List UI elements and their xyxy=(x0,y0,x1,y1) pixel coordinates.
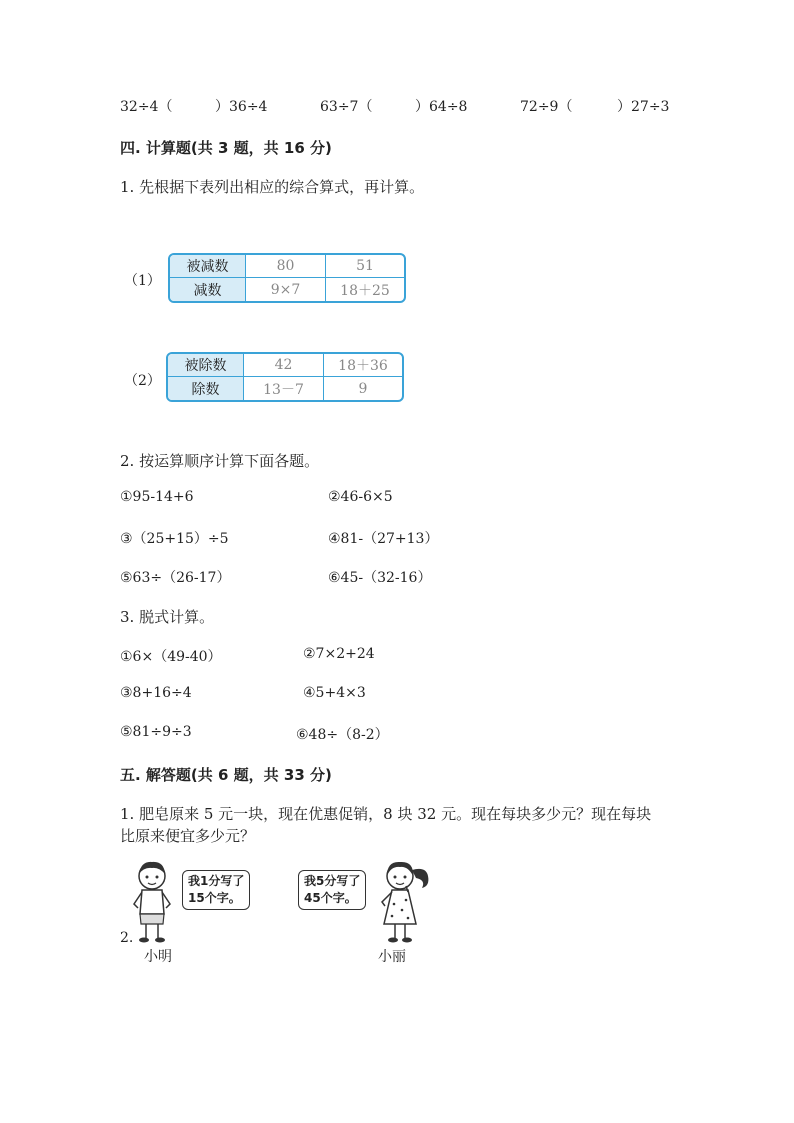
table-2-cell: 42 xyxy=(244,354,324,377)
table-2-label: （2） xyxy=(124,373,161,389)
section-5-title: 五. 解答题(共 6 题，共 33 分) xyxy=(120,766,332,784)
girl-speech-bubble xyxy=(298,870,366,910)
compare-3-right: ）27÷3 xyxy=(617,99,670,115)
q3-item: ⑤81÷9÷3 xyxy=(120,724,192,740)
compare-1-left: 32÷4（ xyxy=(120,99,173,115)
boy-speech-line1: 我1分写了 xyxy=(188,874,245,888)
q3-item: ②7×2+24 xyxy=(303,646,375,662)
boy-illustration xyxy=(128,858,178,946)
q2-item: ①95-14+6 xyxy=(120,489,194,505)
boy-speech-line2: 15个字。 xyxy=(188,891,241,905)
table-division xyxy=(166,352,404,402)
table-1-cell: 51 xyxy=(326,255,404,278)
compare-3-left: 72÷9（ xyxy=(520,99,573,115)
q2-item: ④81-（27+13） xyxy=(328,531,439,547)
boy-speech-bubble xyxy=(182,870,250,910)
q2-item: ⑥45-（32-16） xyxy=(328,570,432,586)
q3-item: ④5+4×3 xyxy=(303,685,366,701)
section-4-title: 四. 计算题(共 3 题，共 16 分) xyxy=(120,139,332,157)
question-4-3: 3. 脱式计算。 xyxy=(120,608,215,626)
girl-illustration xyxy=(376,858,436,946)
table-1-label: （1） xyxy=(124,273,161,289)
compare-1-right: ）36÷4 xyxy=(215,99,268,115)
table-2-header-divisor: 除数 xyxy=(168,377,244,400)
question-5-2-number: 2. xyxy=(120,930,134,946)
girl-speech-line1: 我5分写了 xyxy=(304,874,361,888)
table-1-cell: 18＋25 xyxy=(340,282,390,299)
table-2-cell: 18＋36 xyxy=(324,354,402,377)
girl-name: 小丽 xyxy=(378,949,406,965)
compare-2-right: ）64÷8 xyxy=(415,99,468,115)
q3-item: ③8+16÷4 xyxy=(120,685,192,701)
question-5-1-line1: 1. 肥皂原来 5 元一块，现在优惠促销，8 块 32 元。现在每块多少元？现在每块 xyxy=(120,805,652,823)
q2-item: ⑤63÷（26-17） xyxy=(120,570,231,586)
table-1-cell: 80 xyxy=(246,255,326,278)
table-2-cell: 13－7 xyxy=(244,377,324,400)
question-5-1-line2: 比原来便宜多少元？ xyxy=(120,827,256,845)
q2-item: ③（25+15）÷5 xyxy=(120,531,229,547)
table-1-header-subtrahend: 减数 xyxy=(170,278,246,301)
q3-item: ⑥48÷（8-2） xyxy=(296,727,389,743)
compare-2-left: 63÷7（ xyxy=(320,99,373,115)
question-4-2: 2. 按运算顺序计算下面各题。 xyxy=(120,452,320,470)
girl-speech-line2: 45个字。 xyxy=(304,891,357,905)
table-subtraction xyxy=(168,253,406,303)
q3-item: ①6×（49-40） xyxy=(120,649,222,665)
boy-name: 小明 xyxy=(144,949,172,965)
table-1-cell: 9×7 xyxy=(246,278,326,301)
table-1-header-minuend: 被减数 xyxy=(170,255,246,278)
table-2-header-dividend: 被除数 xyxy=(168,354,244,377)
table-2-cell: 9 xyxy=(358,380,368,397)
q2-item: ②46-6×5 xyxy=(328,489,393,505)
question-4-1: 1. 先根据下表列出相应的综合算式，再计算。 xyxy=(120,178,425,196)
